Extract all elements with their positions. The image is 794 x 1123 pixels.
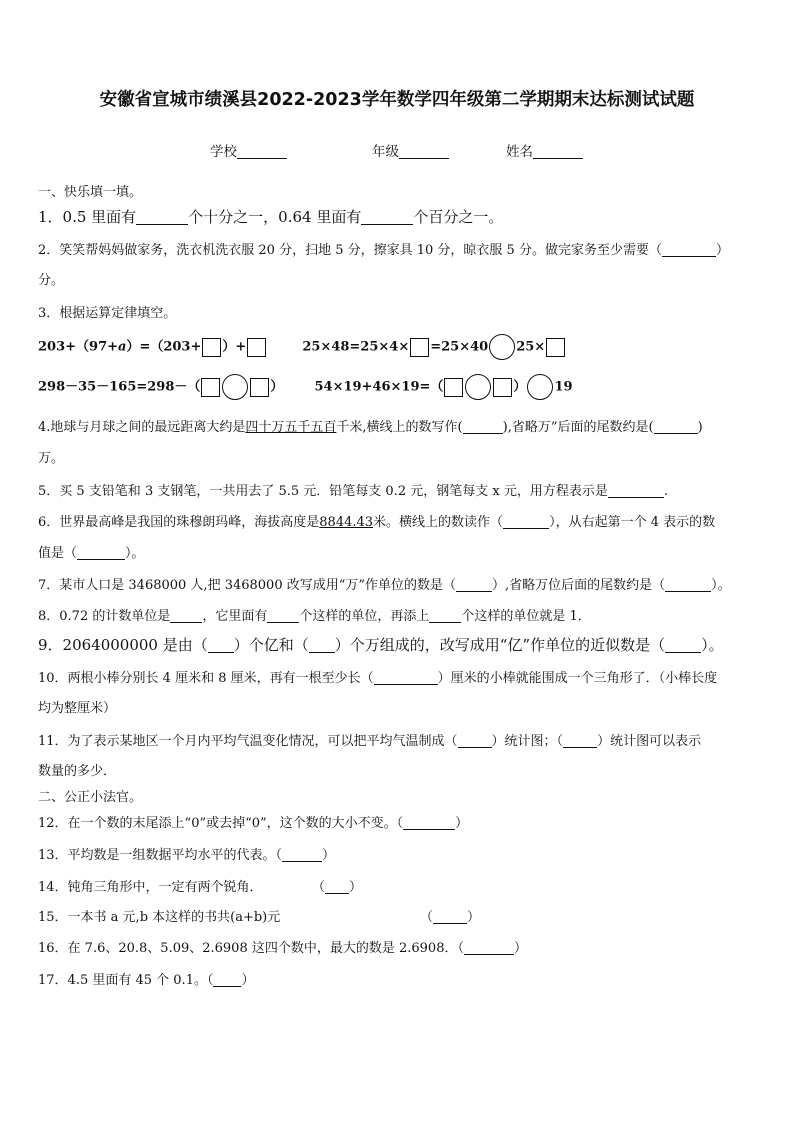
answer-box[interactable] [546, 338, 565, 357]
q17-blank[interactable] [213, 974, 241, 987]
q8-text-c: 个这样的单位，再添上 [299, 609, 430, 624]
q10-blank[interactable] [374, 672, 438, 685]
q11-text-a: 11．为了表示某地区一个月内平均气温变化情况，可以把平均气温制成（ [38, 734, 458, 749]
answer-circle[interactable] [465, 374, 491, 400]
grade-field [372, 140, 449, 160]
q3r1-text-c: ）+ [222, 339, 247, 355]
q6-blank-1[interactable] [503, 516, 549, 529]
q14-blank[interactable] [325, 881, 349, 894]
question-12 [38, 812, 468, 831]
q14-text-c: ） [349, 880, 363, 895]
question-14 [38, 876, 263, 895]
question-7 [38, 574, 731, 593]
q8-blank-1[interactable] [170, 608, 202, 623]
grade-blank[interactable] [399, 144, 449, 159]
question-8 [38, 605, 591, 624]
q16-blank[interactable] [464, 942, 514, 955]
q10-text-b: ）厘米的小棒就能围成一个三角形了．（小棒长度 [437, 671, 718, 686]
q3r2-text-c: 54×19+46×19=（ [314, 379, 444, 395]
q3r2-text-e: 19 [554, 379, 573, 395]
q6-underlined-number: 8844.43 [319, 515, 374, 530]
q1-text-a: 1．0.5 里面有 [38, 208, 137, 226]
q6-text-d: 值是（ [38, 546, 78, 561]
q3r1-text-f: 25× [516, 339, 546, 355]
question-11 [38, 730, 701, 749]
school-field [210, 140, 287, 160]
grade-label: 年级 [372, 144, 399, 160]
question-13 [38, 844, 335, 863]
question-2-cont: 分。 [38, 273, 65, 288]
q15-text-b: （ [420, 910, 434, 925]
q3r1-text-a: 203+（97+ [38, 339, 119, 355]
q5-blank[interactable] [608, 483, 664, 498]
q4-text-c: ),省略万”后面的尾数约是( [502, 420, 654, 435]
question-6 [38, 511, 715, 530]
q9-blank-2[interactable] [309, 640, 335, 653]
q2-text-a: 2．笑笑帮妈妈做家务，洗衣机洗衣服 20 分，扫地 5 分，擦家具 10 分，晾衣服 5 分。做完家务至少需要（ [38, 243, 662, 258]
answer-box[interactable] [493, 378, 512, 397]
q4-text-a: 4.地球与月球之间的最远距离大约是 [38, 420, 246, 435]
q5-text-a: 5．买 5 支铅笔和 3 支钢笔，一共用去了 5.5 元．铅笔每支 0.2 元，钢笔每支 x 元，用方程表示是 [38, 484, 608, 499]
q9-text-a: 9．2064000000 是由（ [38, 636, 208, 654]
q4-text-d: ) [697, 420, 703, 435]
q6-text-e: ）。 [125, 546, 145, 561]
q15-text-c: ） [467, 910, 481, 925]
q2-text-b: ） [715, 243, 729, 258]
question-16 [38, 937, 527, 956]
q12-text-a: 12．在一个数的末尾添上“0”或去掉“0”，这个数的大小不变。（ [38, 816, 404, 831]
q11-text-b: ）统计图；（ [491, 734, 564, 749]
q3r2-text-d: ） [513, 379, 527, 395]
q16-text-b: ） [513, 941, 527, 956]
q17-text-b: ） [241, 973, 255, 988]
section-heading-1: 一、快乐填一填。 [38, 185, 143, 200]
q14-text-b: （ [312, 880, 326, 895]
section-heading-2: 二、公正小法官。 [38, 790, 143, 805]
q10-text-a: 10．两根小棒分别长 4 厘米和 8 厘米，再有一根至少长（ [38, 671, 374, 686]
q3r1-text-b: ）=（203+ [126, 339, 202, 355]
answer-box[interactable] [247, 338, 266, 357]
q3r1-text-e: =25×40 [430, 339, 489, 355]
q3r1-text-d: 25×48=25×4× [302, 339, 410, 355]
school-label: 学校 [210, 144, 237, 160]
q13-text-a: 13．平均数是一组数据平均水平的代表。（ [38, 848, 283, 863]
name-blank[interactable] [533, 144, 583, 159]
q1-text-b: 个十分之一，0.64 里面有 [188, 208, 362, 226]
q7-text-b: ）,省略万位后面的尾数约是（ [492, 578, 666, 593]
question-10-cont: 均为整厘米） [38, 701, 117, 716]
question-9 [38, 634, 724, 655]
answer-box[interactable] [410, 338, 429, 357]
q15-blank[interactable] [433, 911, 467, 924]
q8-blank-3[interactable] [429, 608, 461, 623]
q7-text-c: ）。 [711, 578, 731, 593]
q4-blank-2[interactable] [654, 421, 698, 434]
question-5 [38, 480, 668, 499]
question-1 [38, 206, 503, 227]
q11-blank-2[interactable] [563, 735, 597, 748]
answer-circle[interactable] [489, 334, 515, 360]
q8-text-a: 8．0.72 的计数单位是 [38, 609, 171, 624]
q3r2-text-a: 298－35－165=298－（ [38, 379, 201, 395]
name-label: 姓名 [506, 144, 533, 160]
q6-text-a: 6．世界最高峰是我国的珠穆朗玛峰，海拔高度是 [38, 515, 320, 530]
q6-blank-2[interactable] [77, 547, 125, 560]
question-15 [38, 906, 280, 925]
question-4-cont: 万。 [38, 451, 65, 466]
q17-text-a: 17．4.5 里面有 45 个 0.1。（ [38, 973, 214, 988]
q14-text-a: 14．钝角三角形中，一定有两个锐角． [38, 880, 263, 895]
school-blank[interactable] [237, 144, 287, 159]
q8-text-d: 个这样的单位就是 1． [461, 609, 591, 624]
answer-box[interactable] [250, 378, 269, 397]
q5-text-b: . [663, 484, 668, 499]
q6-text-b: 米。横线上的数读作（ [373, 515, 504, 530]
q4-blank-1[interactable] [463, 421, 503, 434]
q1-blank-2[interactable] [361, 210, 413, 225]
q1-blank-1[interactable] [136, 210, 188, 225]
q15-text-a: 15．一本书 a 元,b 本这样的书共(a+b)元 [38, 910, 281, 925]
q14-answer [312, 876, 362, 895]
question-10 [38, 667, 717, 686]
q8-text-b: ，它里面有 [202, 609, 268, 624]
question-6-cont [38, 542, 145, 561]
question-4 [38, 416, 703, 435]
q8-blank-2[interactable] [267, 608, 299, 623]
q15-answer [420, 906, 480, 925]
answer-box[interactable] [202, 338, 221, 357]
page-title: 安徽省宣城市绩溪县2022-2023学年数学四年级第二学期期末达标测试试题 [99, 90, 695, 110]
q1-text-c: 个百分之一。 [413, 208, 504, 226]
q9-blank-3[interactable] [665, 640, 701, 653]
question-17 [38, 969, 254, 988]
q7-blank-1[interactable] [456, 579, 492, 592]
question-3-row-2 [38, 374, 573, 400]
q9-text-c: ）个万组成的，改写成用“亿”作单位的近似数是（ [334, 636, 666, 654]
q12-text-b: ） [455, 816, 469, 831]
q4-text-b: 千米,横线上的数写作( [336, 420, 463, 435]
q11-blank-1[interactable] [458, 735, 492, 748]
q7-text-a: 7．某市人口是 3468000 人,把 3468000 改写成用“万”作单位的数是（ [38, 578, 457, 593]
q2-blank[interactable] [662, 244, 716, 257]
question-3-row-1 [38, 334, 566, 360]
answer-circle[interactable] [222, 374, 248, 400]
question-2 [38, 239, 729, 258]
q11-text-c: ）统计图可以表示 [597, 734, 702, 749]
q16-text-a: 16．在 7.6、20.8、5.09、2.6908 这四个数中，最大的数是 2.6908．（ [38, 941, 464, 956]
q3r2-text-b: ） [270, 379, 284, 395]
q4-underlined-number: 四十万五千五百 [245, 420, 337, 435]
q9-blank-1[interactable] [208, 640, 234, 653]
q6-text-c: ），从右起第一个 4 表示的数 [549, 515, 716, 530]
answer-box[interactable] [201, 378, 220, 397]
question-11-cont: 数量的多少． [38, 764, 117, 779]
q7-blank-2[interactable] [665, 579, 711, 592]
question-3: 3．根据运算定律填空。 [38, 306, 177, 321]
q13-blank[interactable] [282, 849, 322, 862]
q12-blank[interactable] [403, 817, 455, 830]
answer-box[interactable] [444, 378, 463, 397]
q9-text-b: ）个亿和（ [233, 636, 309, 654]
q9-text-d: ）。 [701, 636, 724, 654]
answer-circle[interactable] [527, 374, 553, 400]
q3r1-var: a [118, 339, 127, 355]
name-field [506, 140, 583, 160]
q13-text-b: ） [322, 848, 336, 863]
